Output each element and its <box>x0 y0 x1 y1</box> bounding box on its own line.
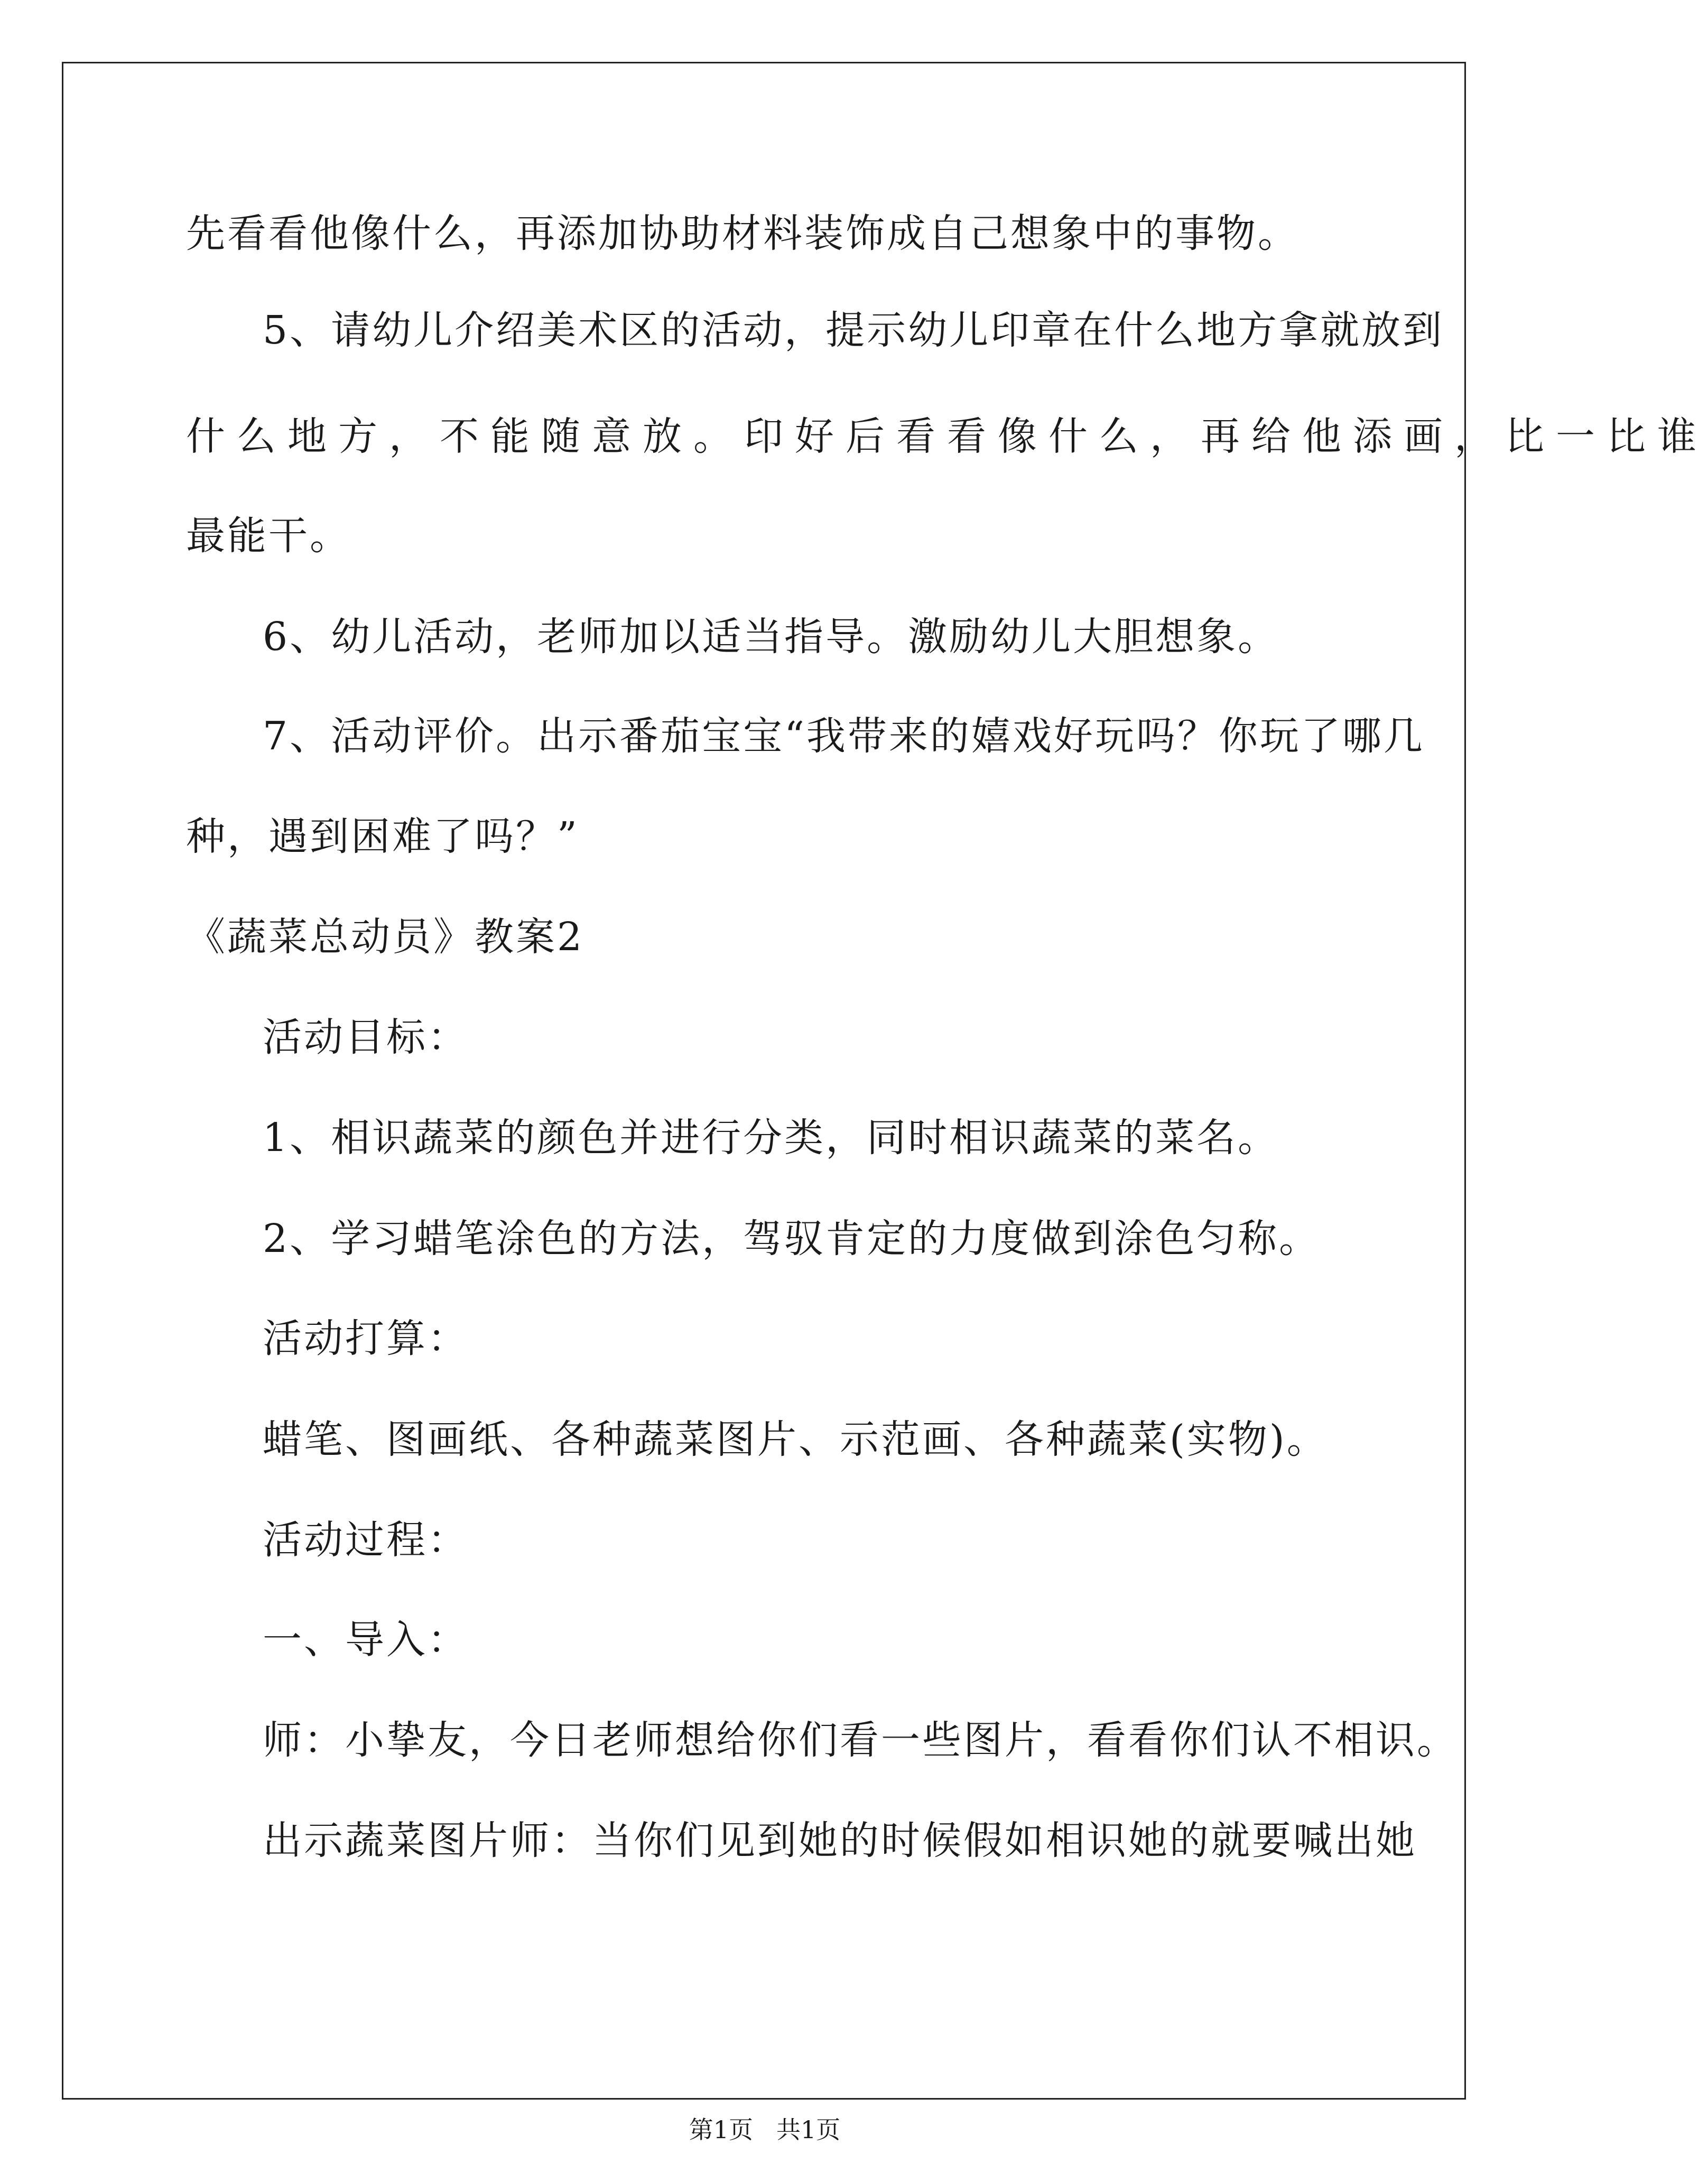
page-number: 第1页 <box>689 2115 754 2144</box>
text-line: 1、相识蔬菜的颜色并进行分类，同时相识蔬菜的菜名。 <box>263 1115 1279 1161</box>
page-border <box>62 62 1466 2100</box>
text-line: 7、活动评价。出示番茄宝宝“我带来的嬉戏好玩吗？你玩了哪几 <box>263 713 1425 759</box>
text-line: 2、学习蜡笔涂色的方法，驾驭肯定的力度做到涂色匀称。 <box>263 1216 1321 1261</box>
text-line: 活动过程： <box>263 1517 469 1563</box>
text-line: 种，遇到困难了吗？” <box>186 814 579 859</box>
section-heading: 《蔬菜总动员》教案2 <box>186 914 584 960</box>
text-line: 师：小挚友，今日老师想给你们看一些图片，看看你们认不相识。 <box>263 1718 1458 1763</box>
page-total: 共1页 <box>776 2115 841 2144</box>
text-line: 5、请幼儿介绍美术区的活动，提示幼儿印章在什么地方拿就放到 <box>263 308 1444 353</box>
page-footer <box>0 2114 1529 2146</box>
text-line: 先看看他像什么，再添加协助材料装饰成自己想象中的事物。 <box>186 211 1299 256</box>
text-line: 活动打算： <box>263 1316 469 1361</box>
text-line: 出示蔬菜图片师：当你们见到她的时候假如相识她的就要喊出她 <box>263 1818 1417 1863</box>
text-line: 一、导入： <box>263 1617 469 1663</box>
text-line: 什么地方，不能随意放。印好后看看像什么，再给他添画，比一比谁 <box>186 414 1708 459</box>
text-line: 活动目标： <box>263 1015 469 1060</box>
text-line: 最能干。 <box>186 513 351 559</box>
text-line: 6、幼儿活动，老师加以适当指导。激励幼儿大胆想象。 <box>263 614 1279 660</box>
text-line: 蜡笔、图画纸、各种蔬菜图片、示范画、各种蔬菜(实物)。 <box>263 1417 1328 1462</box>
